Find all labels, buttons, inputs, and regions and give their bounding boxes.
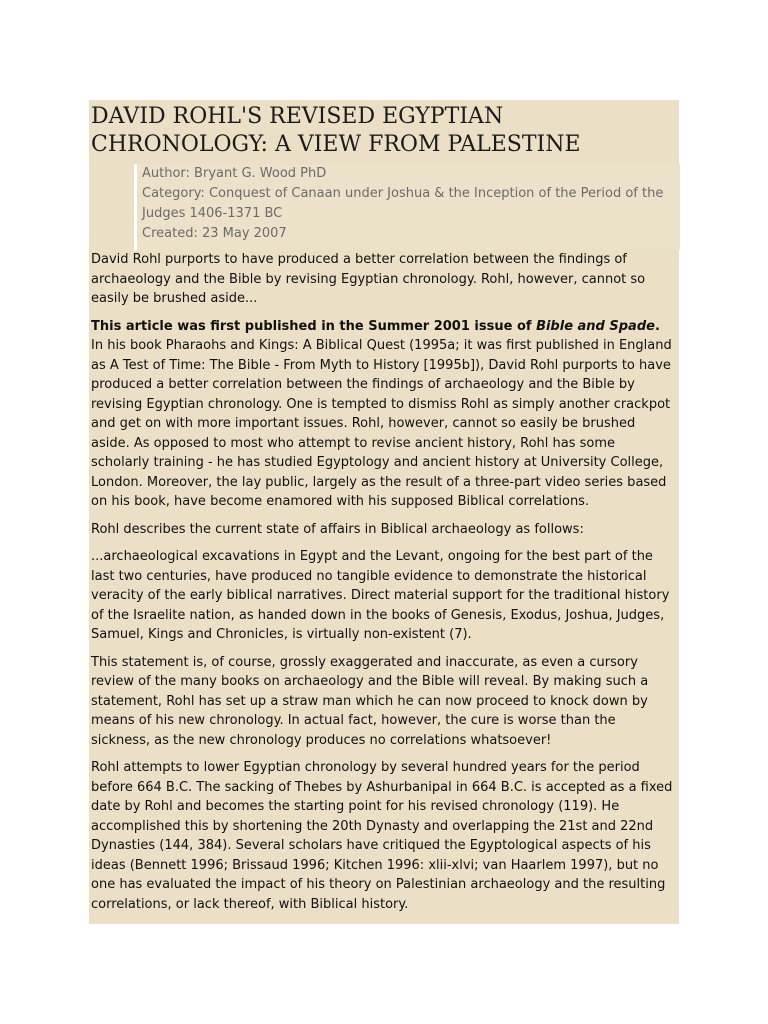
meta-author: Author: Bryant G. Wood PhD [142, 166, 327, 181]
paragraph-intro: In his book Pharaohs and Kings: A Biblical Quest (1995a; it was first published in England as A Test of Time: The Bible - From Myth to History [1995b]), David Rohl purports to have produced a better correlation between the findings of archaeology and the Bible by revising Egyptian chronology. One is tempted to dismiss Rohl as simply another crackpot and get on with more important issues. Rohl, however, cannot so easily be brushed aside. As opposed to most who attempt to revise ancient history, Rohl has some scholarly training - he has studied Egyptology and ancient history at University College, London. Moreover, the lay public, largely as the result of a three-part video series based on his book, have become enamored with his supposed Biblical correlations. [91, 338, 672, 509]
article-meta [134, 164, 680, 250]
paragraph-rohl-describes: Rohl describes the current state of affairs in Biblical archaeology as follows: [91, 521, 584, 537]
publication-note-prefix: This article was first published in the Summer 2001 issue of [91, 318, 537, 334]
paragraph-quote: ...archaeological excavations in Egypt and the Levant, ongoing for the best part of the last two centuries, have produced no tangible evidence to demonstrate the historical veracity of the early biblical narratives. Direct material support for the traditional history of the Israelite nation, as handed down in the books of Genesis, Exodus, Joshua, Judges, Samuel, Kings and Chronicles, is virtually non-existent (7). [91, 549, 670, 642]
paragraph-chronology: Rohl attempts to lower Egyptian chronology by several hundred years for the period before 664 B.C. The sacking of Thebes by Ashurbanipal in 664 B.C. is accepted as a fixed date by Rohl and becomes the starting point for his revised chronology (119). He accomplished this by shortening the 20th Dynasty and overlapping the 21st and 22nd Dynasties (144, 384). Several scholars have critiqued the Egyptological aspects of his ideas (Bennett 1996; Brissaud 1996; Kitchen 1996: xlii-xlvi; van Haarlem 1997), but no one has evaluated the impact of his theory on Palestinian archaeology and the resulting correlations, or lack thereof, with Biblical history. [91, 760, 673, 912]
publication-note [91, 317, 677, 337]
article-summary: David Rohl purports to have produced a better correlation between the findings of archaeology and the Bible by revising Egyptian chronology. Rohl, however, cannot so easily be brushed aside... [91, 252, 646, 306]
meta-category: Category: Conquest of Canaan under Joshua & the Inception of the Period of the Judges 1406-1371 BC [142, 186, 664, 221]
meta-created: Created: 23 May 2007 [142, 226, 287, 241]
article-title: DAVID ROHL'S REVISED EGYPTIAN CHRONOLOGY: A VIEW FROM PALESTINE [91, 104, 581, 157]
publication-name: Bible and Spade [536, 318, 655, 334]
paragraph-statement: This statement is, of course, grossly exaggerated and inaccurate, as even a cursory review of the many books on archaeology and the Bible will reveal. By making such a statement, Rohl has set up a straw man which he can now proceed to knock down by means of his new chronology. In actual fact, however, the cure is worse than the sickness, as the new chronology produces no correlations whatsoever! [91, 654, 649, 748]
publication-note-suffix: . [654, 318, 660, 334]
article-body [91, 250, 677, 922]
